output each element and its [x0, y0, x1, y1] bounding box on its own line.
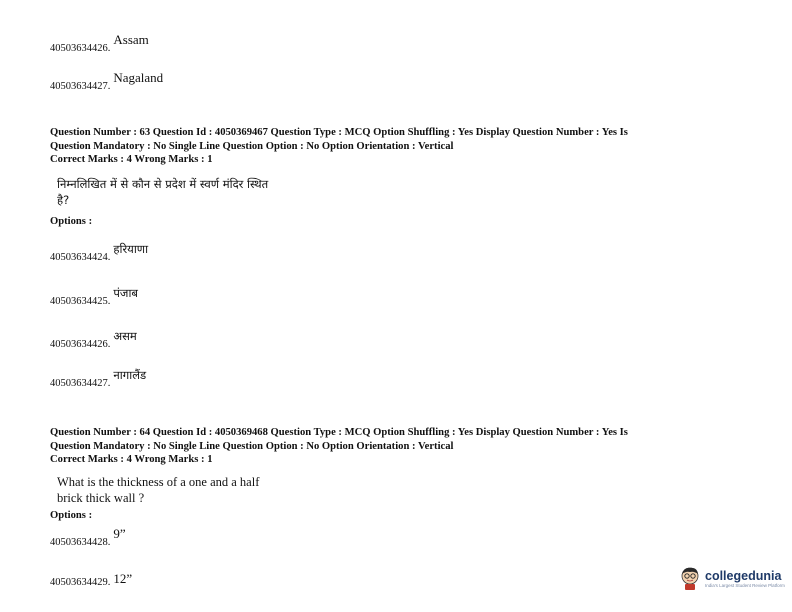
logo-tagline: India's Largest Student Review Platform [705, 582, 785, 588]
option-text: 12” [113, 571, 133, 586]
option-row [50, 526, 126, 550]
question-line: brick thick wall ? [57, 491, 145, 505]
option-row [50, 286, 138, 309]
options-label: Options : [50, 510, 93, 521]
question-64-text [57, 474, 259, 506]
question-64-meta [50, 426, 628, 467]
option-row [50, 70, 164, 94]
option-id: 40503634429. [50, 577, 111, 588]
option-row [50, 329, 137, 352]
options-label: Options : [50, 216, 93, 227]
question-line: निम्नलिखित में से कौन से प्रदेश में स्वर्ण मंदिर स्थित [57, 177, 269, 191]
meta-line: Question Number : 64 Question Id : 4050369468 Question Type : MCQ Option Shuffling : Yes Display Question Number : Yes Is [50, 427, 628, 438]
option-id: 40503634427. [50, 378, 111, 389]
marks-line: Correct Marks : 4 Wrong Marks : 1 [50, 154, 213, 165]
meta-line: Question Number : 63 Question Id : 4050369467 Question Type : MCQ Option Shuffling : Yes Display Question Number : Yes Is [50, 127, 628, 138]
question-line: What is the thickness of a one and a half [57, 475, 260, 489]
question-63-meta [50, 126, 628, 167]
student-mascot-icon [678, 565, 702, 591]
logo-wordmark: collegedunia [705, 568, 782, 583]
option-id: 40503634424. [50, 252, 111, 263]
option-row [50, 572, 132, 590]
option-text: नागालैंड [113, 368, 147, 382]
option-id: 40503634426. [50, 43, 111, 54]
option-id: 40503634427. [50, 81, 111, 92]
question-63-text [57, 176, 268, 208]
collegedunia-logo [678, 565, 785, 591]
option-text: पंजाब [113, 286, 138, 300]
option-row [50, 368, 147, 391]
option-text: Nagaland [113, 70, 164, 85]
marks-line: Correct Marks : 4 Wrong Marks : 1 [50, 454, 213, 465]
option-id: 40503634426. [50, 339, 111, 350]
option-text: असम [113, 329, 137, 343]
option-row [50, 32, 149, 56]
option-id: 40503634425. [50, 296, 111, 307]
meta-line: Question Mandatory : No Single Line Question Option : No Option Orientation : Vertical [50, 440, 454, 452]
option-id: 40503634428. [50, 537, 111, 548]
option-row [50, 242, 149, 265]
meta-line: Question Mandatory : No Single Line Question Option : No Option Orientation : Vertical [50, 140, 454, 152]
option-text: 9” [113, 526, 126, 541]
option-text: हरियाणा [113, 242, 149, 256]
option-text: Assam [113, 32, 149, 47]
question-line: है? [57, 193, 70, 207]
